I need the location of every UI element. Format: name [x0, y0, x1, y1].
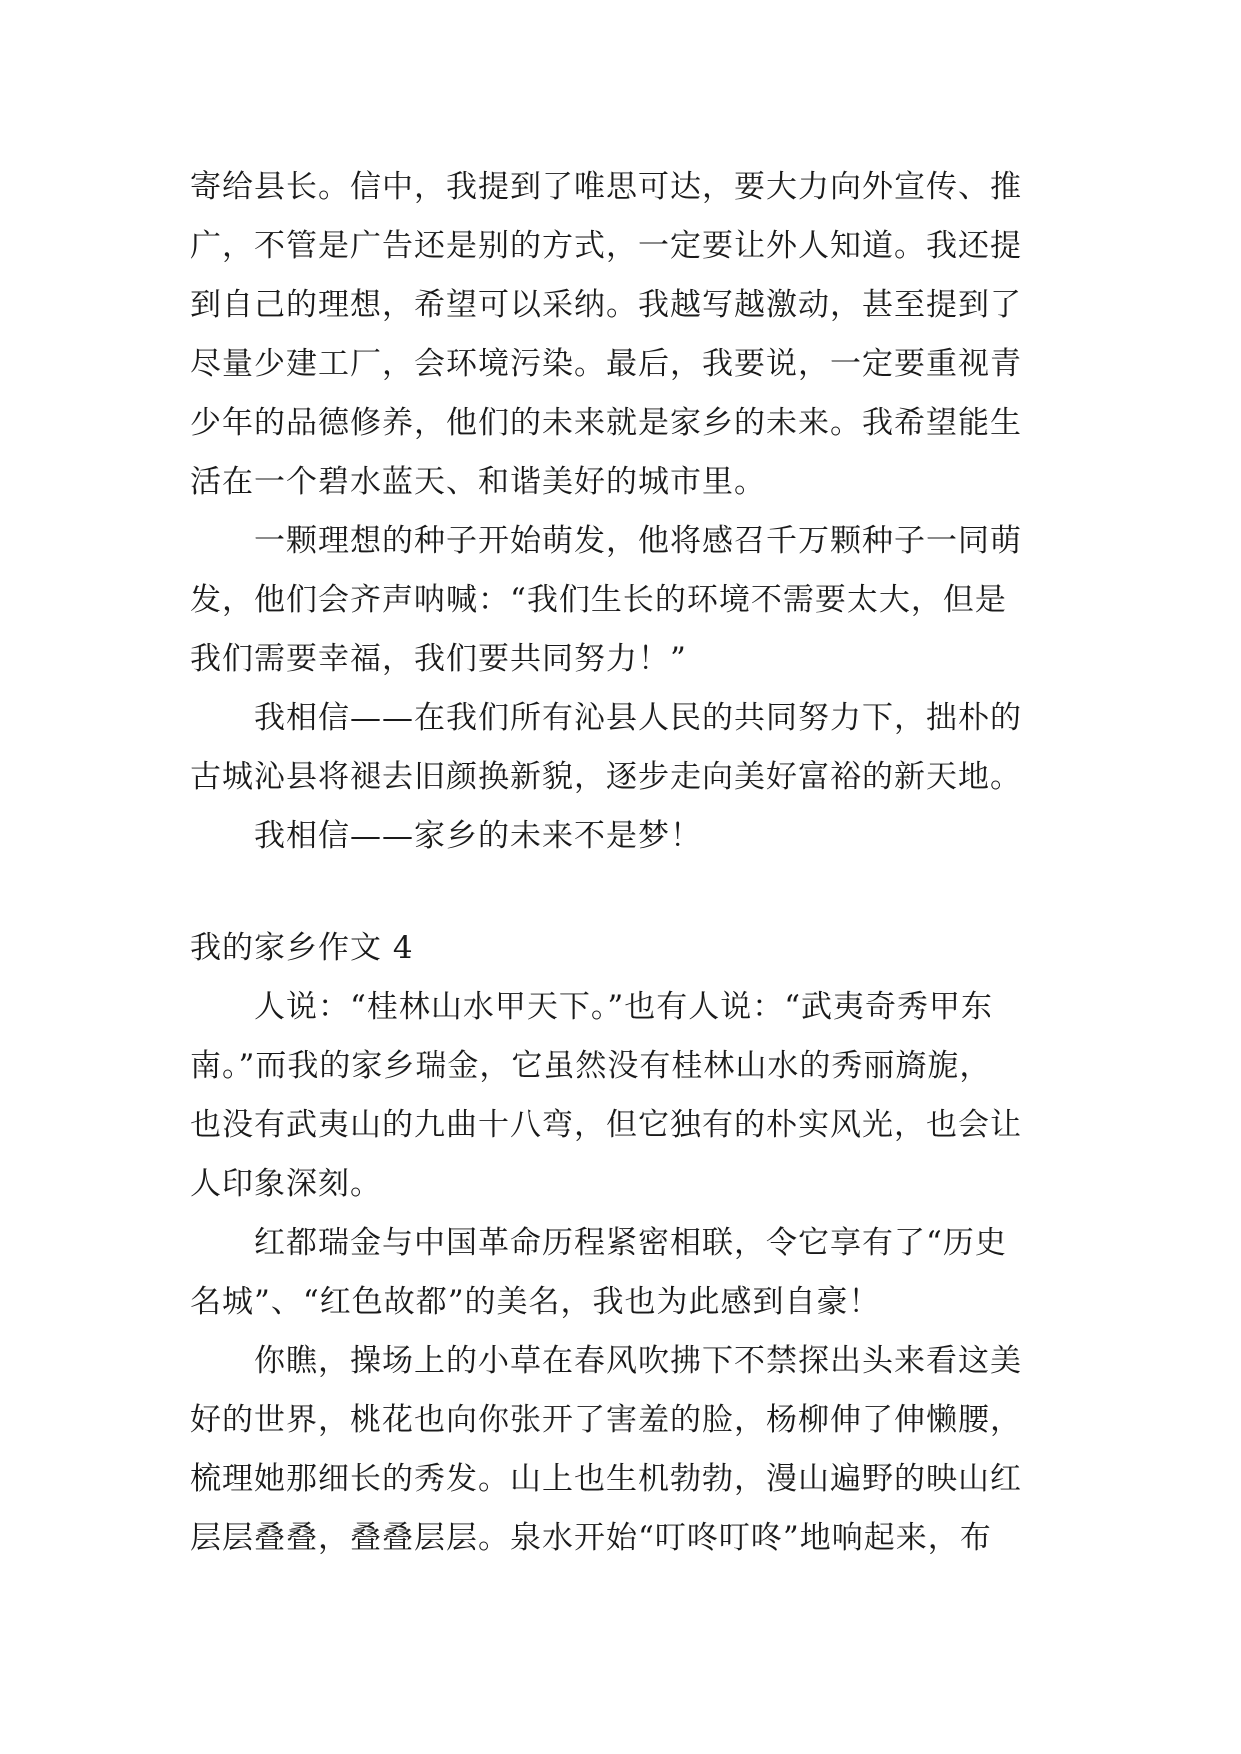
text-line: 寄给县长。信中，我提到了唯思可达，要大力向外宣传、推 [190, 169, 1022, 205]
paragraph-6 [190, 1214, 1068, 1332]
text-line: 红都瑞金与中国革命历程紧密相联，令它享有了“历史 [254, 1225, 1007, 1261]
text-line: 活在一个碧水蓝天、和谐美好的城市里。 [190, 464, 766, 500]
text-line: 梳理她那细长的秀发。山上也生机勃勃，漫山遍野的映山红 [190, 1461, 1022, 1497]
text-line: 我相信——在我们所有沁县人民的共同努力下，拙朴的 [254, 700, 1022, 736]
text-line: 南。”而我的家乡瑞金，它虽然没有桂林山水的秀丽旖旎， [190, 1048, 992, 1084]
text-line: 少年的品德修养，他们的未来就是家乡的未来。我希望能生 [190, 405, 1022, 441]
text-line: 广，不管是广告还是别的方式，一定要让外人知道。我还提 [190, 228, 1022, 264]
text-line: 尽量少建工厂，会环境污染。最后，我要说，一定要重视青 [190, 346, 1022, 382]
paragraph-3 [190, 689, 1068, 807]
section-spacer [190, 866, 1068, 919]
paragraph-5 [190, 978, 1068, 1214]
section-heading: 我的家乡作文 4 [190, 930, 414, 966]
text-line: 人说：“桂林山水甲天下。”也有人说：“武夷奇秀甲东 [254, 989, 994, 1025]
document-body [190, 158, 1068, 1568]
text-line: 也没有武夷山的九曲十八弯，但它独有的朴实风光，也会让 [190, 1107, 1022, 1143]
text-line: 好的世界，桃花也向你张开了害羞的脸，杨柳伸了伸懒腰， [190, 1402, 1022, 1438]
text-line: 层层叠叠，叠叠层层。泉水开始“叮咚叮咚”地响起来，布 [190, 1520, 992, 1556]
text-line: 古城沁县将褪去旧颜换新貌，逐步走向美好富裕的新天地。 [190, 759, 1022, 795]
paragraph-7 [190, 1332, 1068, 1568]
text-line: 我们需要幸福，我们要共同努力！” [190, 641, 687, 677]
text-line: 到自己的理想，希望可以采纳。我越写越激动，甚至提到了 [190, 287, 1022, 323]
text-line: 我相信——家乡的未来不是梦！ [254, 818, 702, 854]
paragraph-1 [190, 158, 1068, 512]
text-line: 人印象深刻。 [190, 1166, 382, 1202]
paragraph-4 [190, 807, 1068, 866]
paragraph-2 [190, 512, 1068, 689]
text-line: 一颗理想的种子开始萌发，他将感召千万颗种子一同萌 [254, 523, 1022, 559]
text-line: 你瞧，操场上的小草在春风吹拂下不禁探出头来看这美 [254, 1343, 1022, 1379]
text-line: 名城”、“红色故都”的美名，我也为此感到自豪！ [190, 1284, 881, 1320]
text-line: 发，他们会齐声呐喊：“我们生长的环境不需要太大，但是 [190, 582, 1007, 618]
